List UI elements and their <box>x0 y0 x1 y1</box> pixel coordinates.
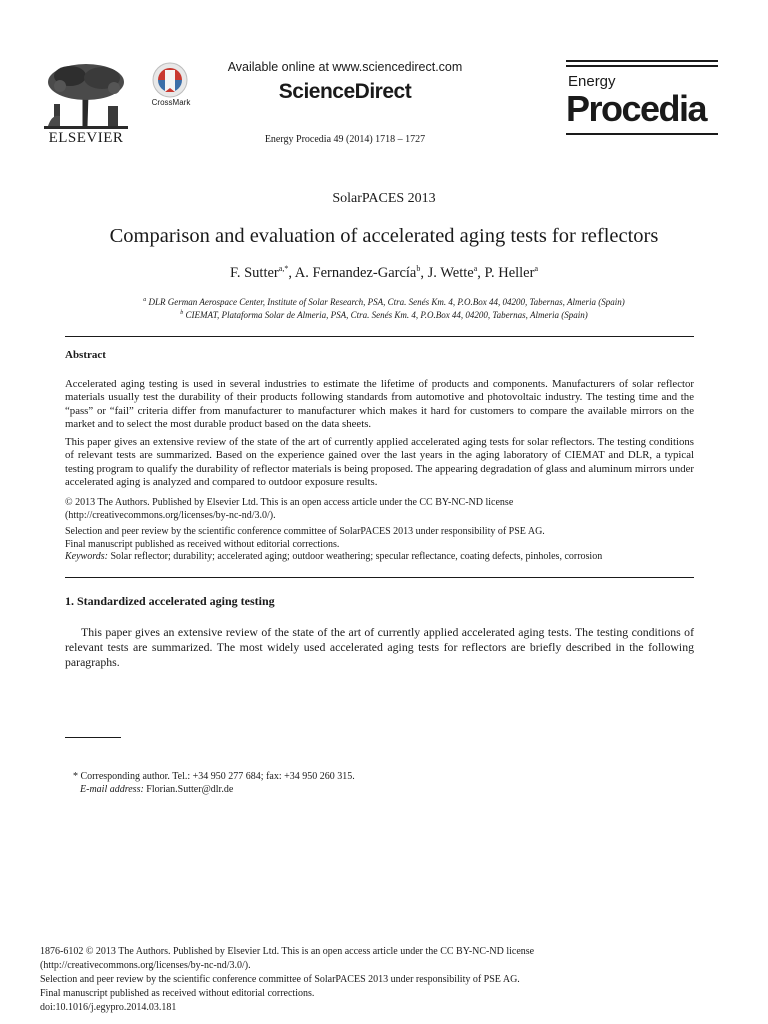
affiliation-text: CIEMAT, Plataforma Solar de Almeria, PSA, Ctra. Senés Km. 4, P.O.Box 44, 04200, Tabernas, Almeria (Spain) <box>183 310 588 320</box>
footer-license-link[interactable]: (http://creativecommons.org/licenses/by-nc-nd/3.0/). <box>40 960 251 971</box>
author-separator: , <box>288 264 295 281</box>
journal-rule-top <box>566 60 718 62</box>
footer-final-manuscript: Final manuscript published as received without editorial corrections. <box>40 988 315 999</box>
corresponding-author-note: * Corresponding author. Tel.: +34 950 277 684; fax: +34 950 260 315. <box>73 771 355 782</box>
journal-name-large: Procedia <box>566 88 707 129</box>
crossmark-label: CrossMark <box>151 98 191 107</box>
affiliation-b <box>0 310 768 320</box>
divider <box>65 577 694 578</box>
author-name: J. Wette <box>427 264 474 281</box>
license-link[interactable]: (http://creativecommons.org/licenses/by-nc-nd/3.0/). <box>65 510 276 521</box>
keywords <box>65 551 705 562</box>
author-affil-mark: a <box>473 264 478 273</box>
footer-doi[interactable]: doi:10.1016/j.egypro.2014.03.181 <box>40 1002 177 1013</box>
journal-citation: Energy Procedia 49 (2014) 1718 – 1727 <box>264 134 426 145</box>
abstract-copyright <box>65 496 694 522</box>
email-note <box>80 784 233 795</box>
elsevier-logo-icon <box>40 60 132 132</box>
footer-copyright: 1876-6102 © 2013 The Authors. Published by Elsevier Ltd. This is an open access article under the CC BY-NC-ND license <box>40 946 535 957</box>
affiliation-a <box>0 297 768 307</box>
divider <box>65 336 694 337</box>
publisher-name: ELSEVIER <box>48 130 124 146</box>
conference-name: SolarPACES 2013 <box>332 191 436 206</box>
author-name: A. Fernandez-García <box>294 264 417 281</box>
copyright-text: © 2013 The Authors. Published by Elsevier Ltd. This is an open access article under the CC BY-NC-ND license <box>65 497 514 508</box>
email-label: E-mail address: <box>80 784 144 795</box>
author-affil-mark: a <box>534 264 539 273</box>
abstract-notes <box>65 525 694 551</box>
final-manuscript-note: Final manuscript published as received without editorial corrections. <box>65 539 340 550</box>
section-body: This paper gives an extensive review of the state of the art of currently applied accelerated aging tests. The testing conditions of relevant tests are summarized. The most widely used accelerated aging tests for reflectors are briefly described in the following paragraphs. <box>65 625 694 669</box>
author-affil-mark: a,* <box>278 264 289 273</box>
journal-rule-top-2 <box>566 65 718 67</box>
affiliation-text: DLR German Aerospace Center, Institute of Solar Research, PSA, Ctra. Senés Km. 4, P.O.Box 44, 04200, Tabernas, Almeria (Spain) <box>146 297 625 307</box>
section-heading: 1. Standardized accelerated aging testing <box>65 594 275 608</box>
author-separator: , <box>420 264 428 281</box>
sciencedirect-logo: ScienceDirect <box>278 80 412 103</box>
journal-name-small: Energy <box>568 73 616 90</box>
author-list <box>0 264 768 282</box>
author-separator: , <box>477 264 485 281</box>
journal-logo <box>566 60 718 136</box>
crossmark-icon[interactable] <box>152 62 188 100</box>
affiliation-mark: b <box>180 310 184 316</box>
paper-title: Comparison and evaluation of accelerated aging tests for reflectors <box>109 225 659 247</box>
footer-peer-review: Selection and peer review by the scientific conference committee of SolarPACES 2013 under responsibility of PSE AG. <box>40 974 520 985</box>
email-address[interactable]: Florian.Sutter@dlr.de <box>143 784 234 795</box>
available-online-text: Available online at www.sciencedirect.com <box>227 60 463 74</box>
abstract-heading: Abstract <box>65 349 106 361</box>
footnote-rule <box>65 737 121 738</box>
abstract-paragraph-1: Accelerated aging testing is used in several industries to estimate the lifetime of products and components. Manufacturers of solar reflector materials usually test the durability of their products following standards from automotive and photovoltaic industry. The testing time and the “pass” or “fail” criteria differ from manufacturer to manufacturer which makes it hard for customers to compare the available mirrors on the market and to select the most durable product based on the data sheets. <box>65 378 694 431</box>
peer-review-note: Selection and peer review by the scientific conference committee of SolarPACES 2013 under responsibility of PSE AG. <box>65 526 545 537</box>
affiliation-mark: a <box>143 297 147 303</box>
keywords-text: Solar reflector; durability; accelerated aging; outdoor weathering; specular reflectance, coating defects, pinholes, corrosion <box>107 551 603 562</box>
abstract-paragraph-2: This paper gives an extensive review of the state of the art of currently applied accelerated aging tests for solar reflectors. The testing conditions of relevant tests are summarized. Based on the experience gained over the last years in the aging laboratory of CIEMAT and DLR, a typical testing program to qualify the durability of reflector materials is being proposed. The appearing degradation of glass and aluminum mirrors under accelerated aging is analyzed and compared to outdoor exposure results. <box>65 436 694 489</box>
author-name: F. Sutter <box>229 264 279 281</box>
author-affil-mark: b <box>416 264 421 273</box>
journal-rule-bottom <box>566 133 718 135</box>
keywords-label: Keywords: <box>65 551 108 562</box>
author-name: P. Heller <box>484 264 535 281</box>
